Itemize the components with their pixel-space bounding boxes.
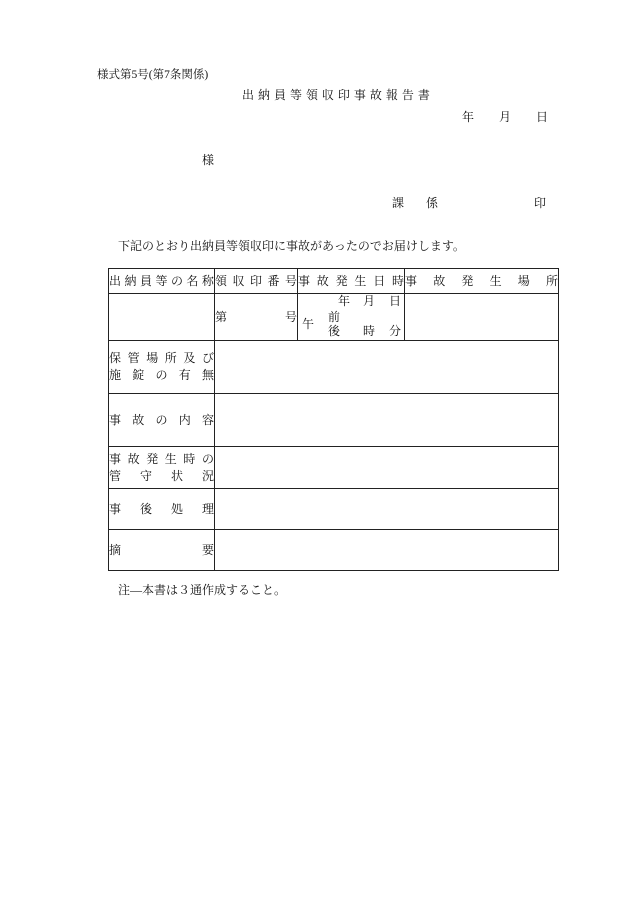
intro-text: 下記のとおり出納員等領収印に事故があったのでお届けします。 xyxy=(118,239,465,253)
char: 後 xyxy=(139,501,152,516)
storage-value-cell xyxy=(215,341,559,394)
char: 理 xyxy=(201,501,214,516)
datetime-year-label: 年 xyxy=(338,294,351,308)
date-year-label: 年 xyxy=(462,110,475,124)
char: 内 xyxy=(178,412,191,427)
incident-content-value-cell xyxy=(215,394,559,447)
sender-subsection-label: 係 xyxy=(426,196,439,210)
char: 員 xyxy=(273,88,286,102)
custody-value-cell xyxy=(215,447,559,489)
stamp-number-cell xyxy=(215,294,298,341)
char: の xyxy=(155,412,168,427)
header-location-label xyxy=(405,273,558,290)
datetime-month-label: 月 xyxy=(363,294,376,308)
header-cell-stamp-number xyxy=(215,269,298,294)
char: の xyxy=(201,451,214,466)
storage-row xyxy=(109,341,559,394)
storage-label-line-1 xyxy=(109,350,214,367)
followup-label-cell xyxy=(109,489,215,530)
char: 印 xyxy=(249,273,262,288)
date-day-label: 日 xyxy=(536,110,549,124)
char: 故 xyxy=(316,273,329,288)
followup-row xyxy=(109,489,559,530)
incident-content-row xyxy=(109,394,559,447)
char: 告 xyxy=(401,88,414,102)
char: 員 xyxy=(139,273,152,288)
char: 生 xyxy=(489,273,502,288)
datetime-value-cell xyxy=(298,294,405,341)
header-cell-datetime xyxy=(298,269,405,294)
sender-section-label: 課 xyxy=(392,196,405,210)
storage-label-line-2 xyxy=(109,367,214,384)
char: 収 xyxy=(232,273,245,288)
footnote: 注―本書は３通作成すること。 xyxy=(118,583,287,597)
sender-seal-label: 印 xyxy=(534,196,547,210)
char: 錠 xyxy=(132,368,145,382)
char: 施 xyxy=(109,368,122,382)
char: 故 xyxy=(127,451,140,466)
header-stamp-number-label xyxy=(215,273,297,290)
remarks-label xyxy=(109,542,214,559)
char: 管 xyxy=(109,468,122,483)
char: 等 xyxy=(289,88,302,102)
custody-label-line-1 xyxy=(109,451,214,468)
char: 況 xyxy=(201,468,214,483)
char: 事 xyxy=(405,273,418,288)
char: 納 xyxy=(257,88,270,102)
char: 出 xyxy=(242,88,255,102)
char: 納 xyxy=(124,273,137,288)
header-cell-location xyxy=(405,269,559,294)
datetime-am-label: 前 xyxy=(328,310,341,324)
char: 無 xyxy=(201,368,214,382)
char: 領 xyxy=(215,273,228,288)
char: 書 xyxy=(417,88,430,102)
addressee-suffix: 様 xyxy=(202,153,215,167)
char: 時 xyxy=(391,273,404,288)
char: 処 xyxy=(170,501,183,516)
datetime-minute-label: 分 xyxy=(389,324,402,338)
char: 容 xyxy=(201,412,214,427)
custody-label-cell xyxy=(109,447,215,489)
char: 所 xyxy=(545,273,558,288)
header-cell-name xyxy=(109,269,215,294)
char: 事 xyxy=(298,273,311,288)
char: 収 xyxy=(321,88,334,102)
stamp-number-suffix: 号 xyxy=(284,309,297,324)
char: 場 xyxy=(517,273,530,288)
char: 守 xyxy=(139,468,152,483)
char: 事 xyxy=(109,412,122,427)
char: 発 xyxy=(335,273,348,288)
document-title xyxy=(242,89,430,101)
remarks-label-cell xyxy=(109,530,215,571)
char: 管 xyxy=(127,351,140,365)
incident-content-label xyxy=(109,412,214,429)
char: び xyxy=(201,351,214,365)
report-table xyxy=(108,268,559,571)
location-value-cell xyxy=(405,294,559,341)
char: 番 xyxy=(267,273,280,288)
datetime-day-label: 日 xyxy=(389,294,402,308)
char: 発 xyxy=(461,273,474,288)
char: 領 xyxy=(305,88,318,102)
char: 場 xyxy=(146,351,159,365)
char: 要 xyxy=(201,542,214,557)
entry-row xyxy=(109,294,559,341)
char: 故 xyxy=(369,88,382,102)
datetime-hour-label: 時 xyxy=(363,324,376,338)
header-row xyxy=(109,269,559,294)
stamp-number-prefix: 第 xyxy=(215,309,228,324)
char: 摘 xyxy=(109,542,122,557)
char: 所 xyxy=(164,351,177,365)
char: 事 xyxy=(109,501,122,516)
date-month-label: 月 xyxy=(499,110,512,124)
char: 保 xyxy=(109,351,122,365)
char: 出 xyxy=(109,273,122,288)
char: の xyxy=(155,368,168,382)
char: 生 xyxy=(354,273,367,288)
storage-label-cell xyxy=(109,341,215,394)
char: 事 xyxy=(109,451,122,466)
char: 印 xyxy=(337,88,350,102)
char: の xyxy=(170,273,183,288)
datetime-noon-label: 午 xyxy=(302,317,315,331)
datetime-pm-label: 後 xyxy=(328,324,341,338)
incident-content-label-cell xyxy=(109,394,215,447)
char: 等 xyxy=(155,273,168,288)
custody-row xyxy=(109,447,559,489)
form-number: 様式第5号(第7条関係) xyxy=(97,69,209,81)
header-datetime-label xyxy=(298,273,404,290)
char: 事 xyxy=(353,88,366,102)
followup-value-cell xyxy=(215,489,559,530)
char: 名 xyxy=(186,273,199,288)
followup-label xyxy=(109,501,214,518)
char: 号 xyxy=(284,273,297,288)
char: 生 xyxy=(164,451,177,466)
char: 時 xyxy=(183,451,196,466)
datetime-field xyxy=(298,294,404,340)
char: 有 xyxy=(178,368,191,382)
char: 発 xyxy=(146,451,159,466)
char: 及 xyxy=(183,351,196,365)
remarks-value-cell xyxy=(215,530,559,571)
remarks-row xyxy=(109,530,559,571)
char: 故 xyxy=(433,273,446,288)
header-name-label xyxy=(109,273,214,290)
custody-label-line-2 xyxy=(109,468,214,485)
char: 故 xyxy=(132,412,145,427)
char: 報 xyxy=(385,88,398,102)
char: 状 xyxy=(170,468,183,483)
name-value-cell xyxy=(109,294,215,341)
char: 日 xyxy=(373,273,386,288)
stamp-number-field xyxy=(215,309,297,326)
char: 称 xyxy=(201,273,214,288)
